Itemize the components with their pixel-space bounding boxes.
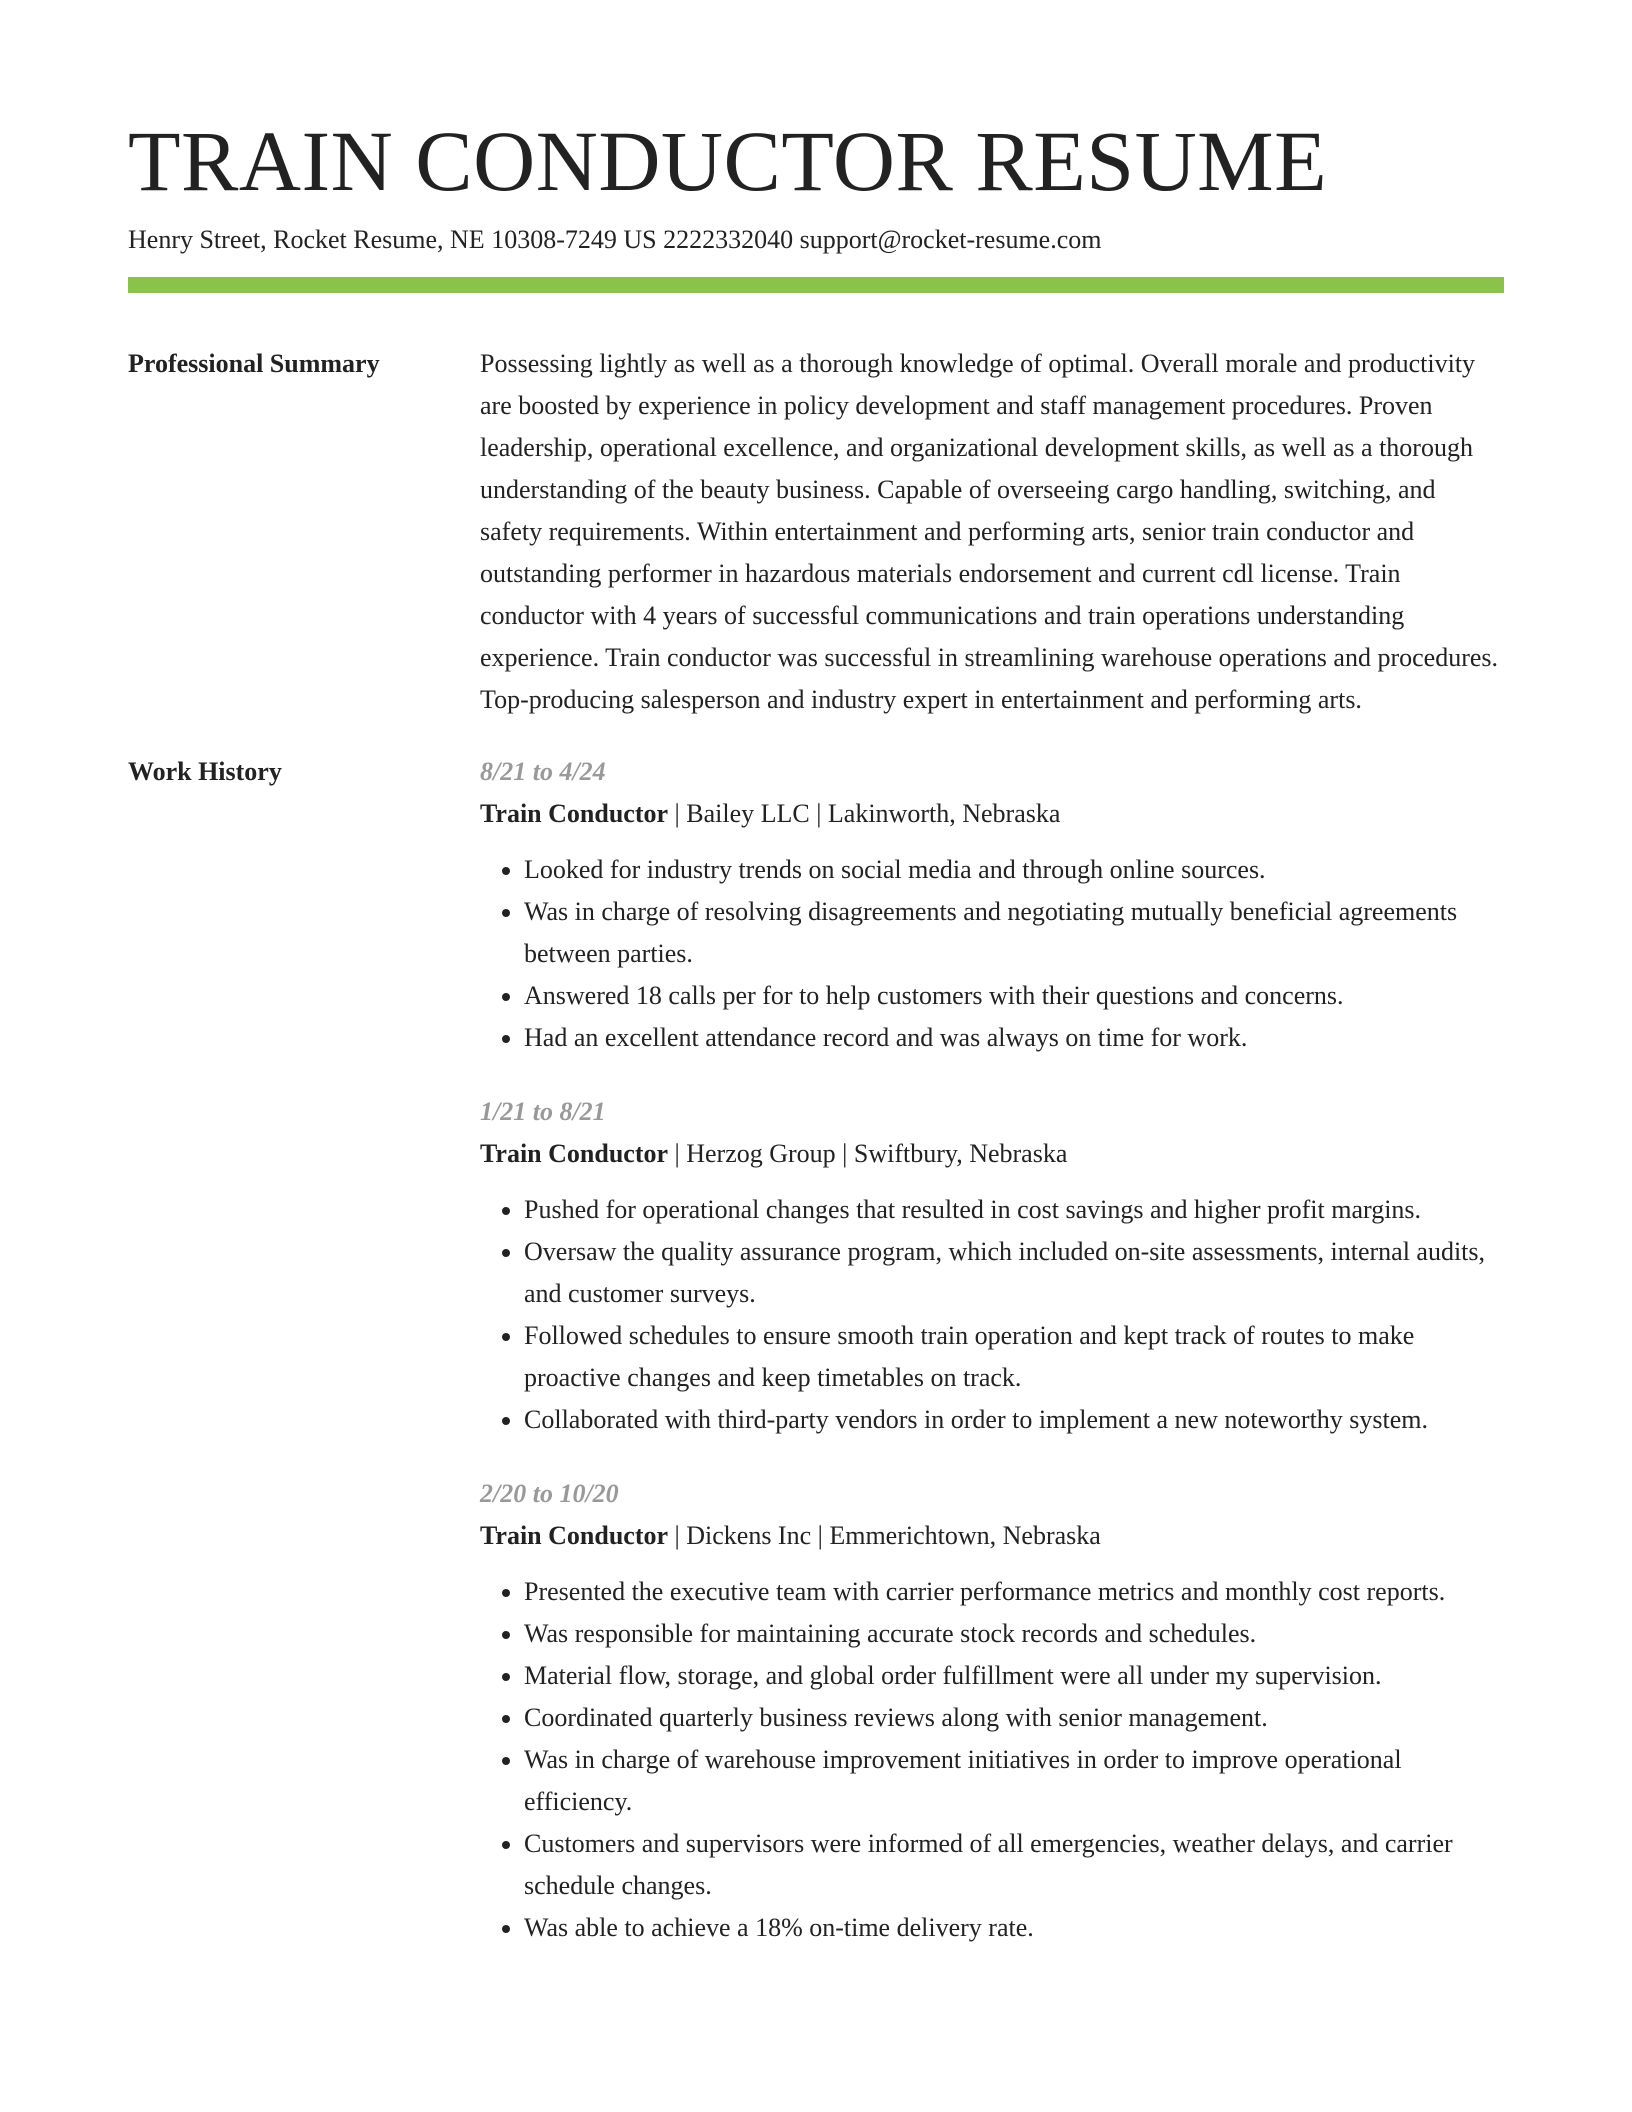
- duty-item: • Was in charge of warehouse improvement initiatives in order to improve operational efficiency.: [524, 1739, 1504, 1823]
- duty-item: • Answered 18 calls per for to help customers with their questions and concerns.: [524, 975, 1504, 1017]
- duty-item: • Had an excellent attendance record and was always on time for work.: [524, 1017, 1504, 1059]
- job-employer-location: | Dickens Inc | Emmerichtown, Nebraska: [668, 1521, 1101, 1551]
- job-role: Train Conductor: [480, 799, 669, 829]
- job-dates: 8/21 to 4/24: [480, 757, 606, 787]
- job-employer-location: | Herzog Group | Swiftbury, Nebraska: [668, 1139, 1068, 1169]
- resume-title: TRAIN CONDUCTOR RESUME: [128, 113, 1328, 209]
- contact-line: Henry Street, Rocket Resume, NE 10308-7249 US 2222332040 support@rocket-resume.com: [128, 225, 1102, 254]
- job-title-line: [480, 1515, 1504, 1557]
- duty-item: • Was able to achieve a 18% on-time delivery rate.: [524, 1907, 1504, 1949]
- job-duties: [480, 1189, 1504, 1441]
- section-label-summary: Professional Summary: [128, 349, 380, 379]
- resume-page: [128, 113, 1504, 1949]
- duty-item: • Was in charge of resolving disagreements and negotiating mutually beneficial agreements between parties.: [524, 891, 1504, 975]
- duty-item: • Oversaw the quality assurance program, which included on-site assessments, internal audits, and customer surveys.: [524, 1231, 1504, 1315]
- duty-item: • Pushed for operational changes that resulted in cost savings and higher profit margins.: [524, 1189, 1504, 1231]
- job-entry: [480, 751, 1504, 1059]
- job-dates: 1/21 to 8/21: [480, 1097, 606, 1127]
- job-role: Train Conductor: [480, 1521, 669, 1551]
- summary-text: Possessing lightly as well as a thorough knowledge of optimal. Overall morale and productivity are boosted by experience in policy development and staff management procedures. Proven leadership, operational excellence, and organizational development skills, as well as a thorough understanding of the beauty business. Capable of overseeing cargo handling, switching, and safety requirements. Within entertainment and performing arts, senior train conductor and outstanding performer in hazardous materials endorsement and current cdl license. Train conductor with 4 years of successful communications and train operations understanding experience. Train conductor was successful in streamlining warehouse operations and procedures. Top-producing salesperson and industry expert in entertainment and performing arts.: [480, 349, 1499, 715]
- duty-item: • Followed schedules to ensure smooth train operation and kept track of routes to make proactive changes and keep timetables on track.: [524, 1315, 1504, 1399]
- duty-item: • Customers and supervisors were informed of all emergencies, weather delays, and carrier schedule changes.: [524, 1823, 1504, 1907]
- duty-item: • Looked for industry trends on social media and through online sources.: [524, 849, 1504, 891]
- job-duties: [480, 849, 1504, 1059]
- job-employer-location: | Bailey LLC | Lakinworth, Nebraska: [668, 799, 1061, 829]
- professional-summary-section: [128, 343, 1504, 721]
- work-history-list: [480, 751, 1504, 1949]
- duty-item: • Was responsible for maintaining accurate stock records and schedules.: [524, 1613, 1504, 1655]
- job-entry: [480, 1091, 1504, 1441]
- duty-item: • Presented the executive team with carrier performance metrics and monthly cost reports.: [524, 1571, 1504, 1613]
- job-duties: [480, 1571, 1504, 1949]
- duty-item: • Collaborated with third-party vendors in order to implement a new noteworthy system.: [524, 1399, 1504, 1441]
- job-title-line: [480, 1133, 1504, 1175]
- section-label-work-history: Work History: [128, 757, 282, 787]
- duty-item: • Material flow, storage, and global order fulfillment were all under my supervision.: [524, 1655, 1504, 1697]
- accent-divider: [128, 277, 1504, 293]
- job-role: Train Conductor: [480, 1139, 669, 1169]
- duty-item: • Coordinated quarterly business reviews along with senior management.: [524, 1697, 1504, 1739]
- job-entry: [480, 1473, 1504, 1949]
- job-title-line: [480, 793, 1504, 835]
- job-dates: 2/20 to 10/20: [480, 1479, 619, 1509]
- work-history-section: [128, 751, 1504, 1949]
